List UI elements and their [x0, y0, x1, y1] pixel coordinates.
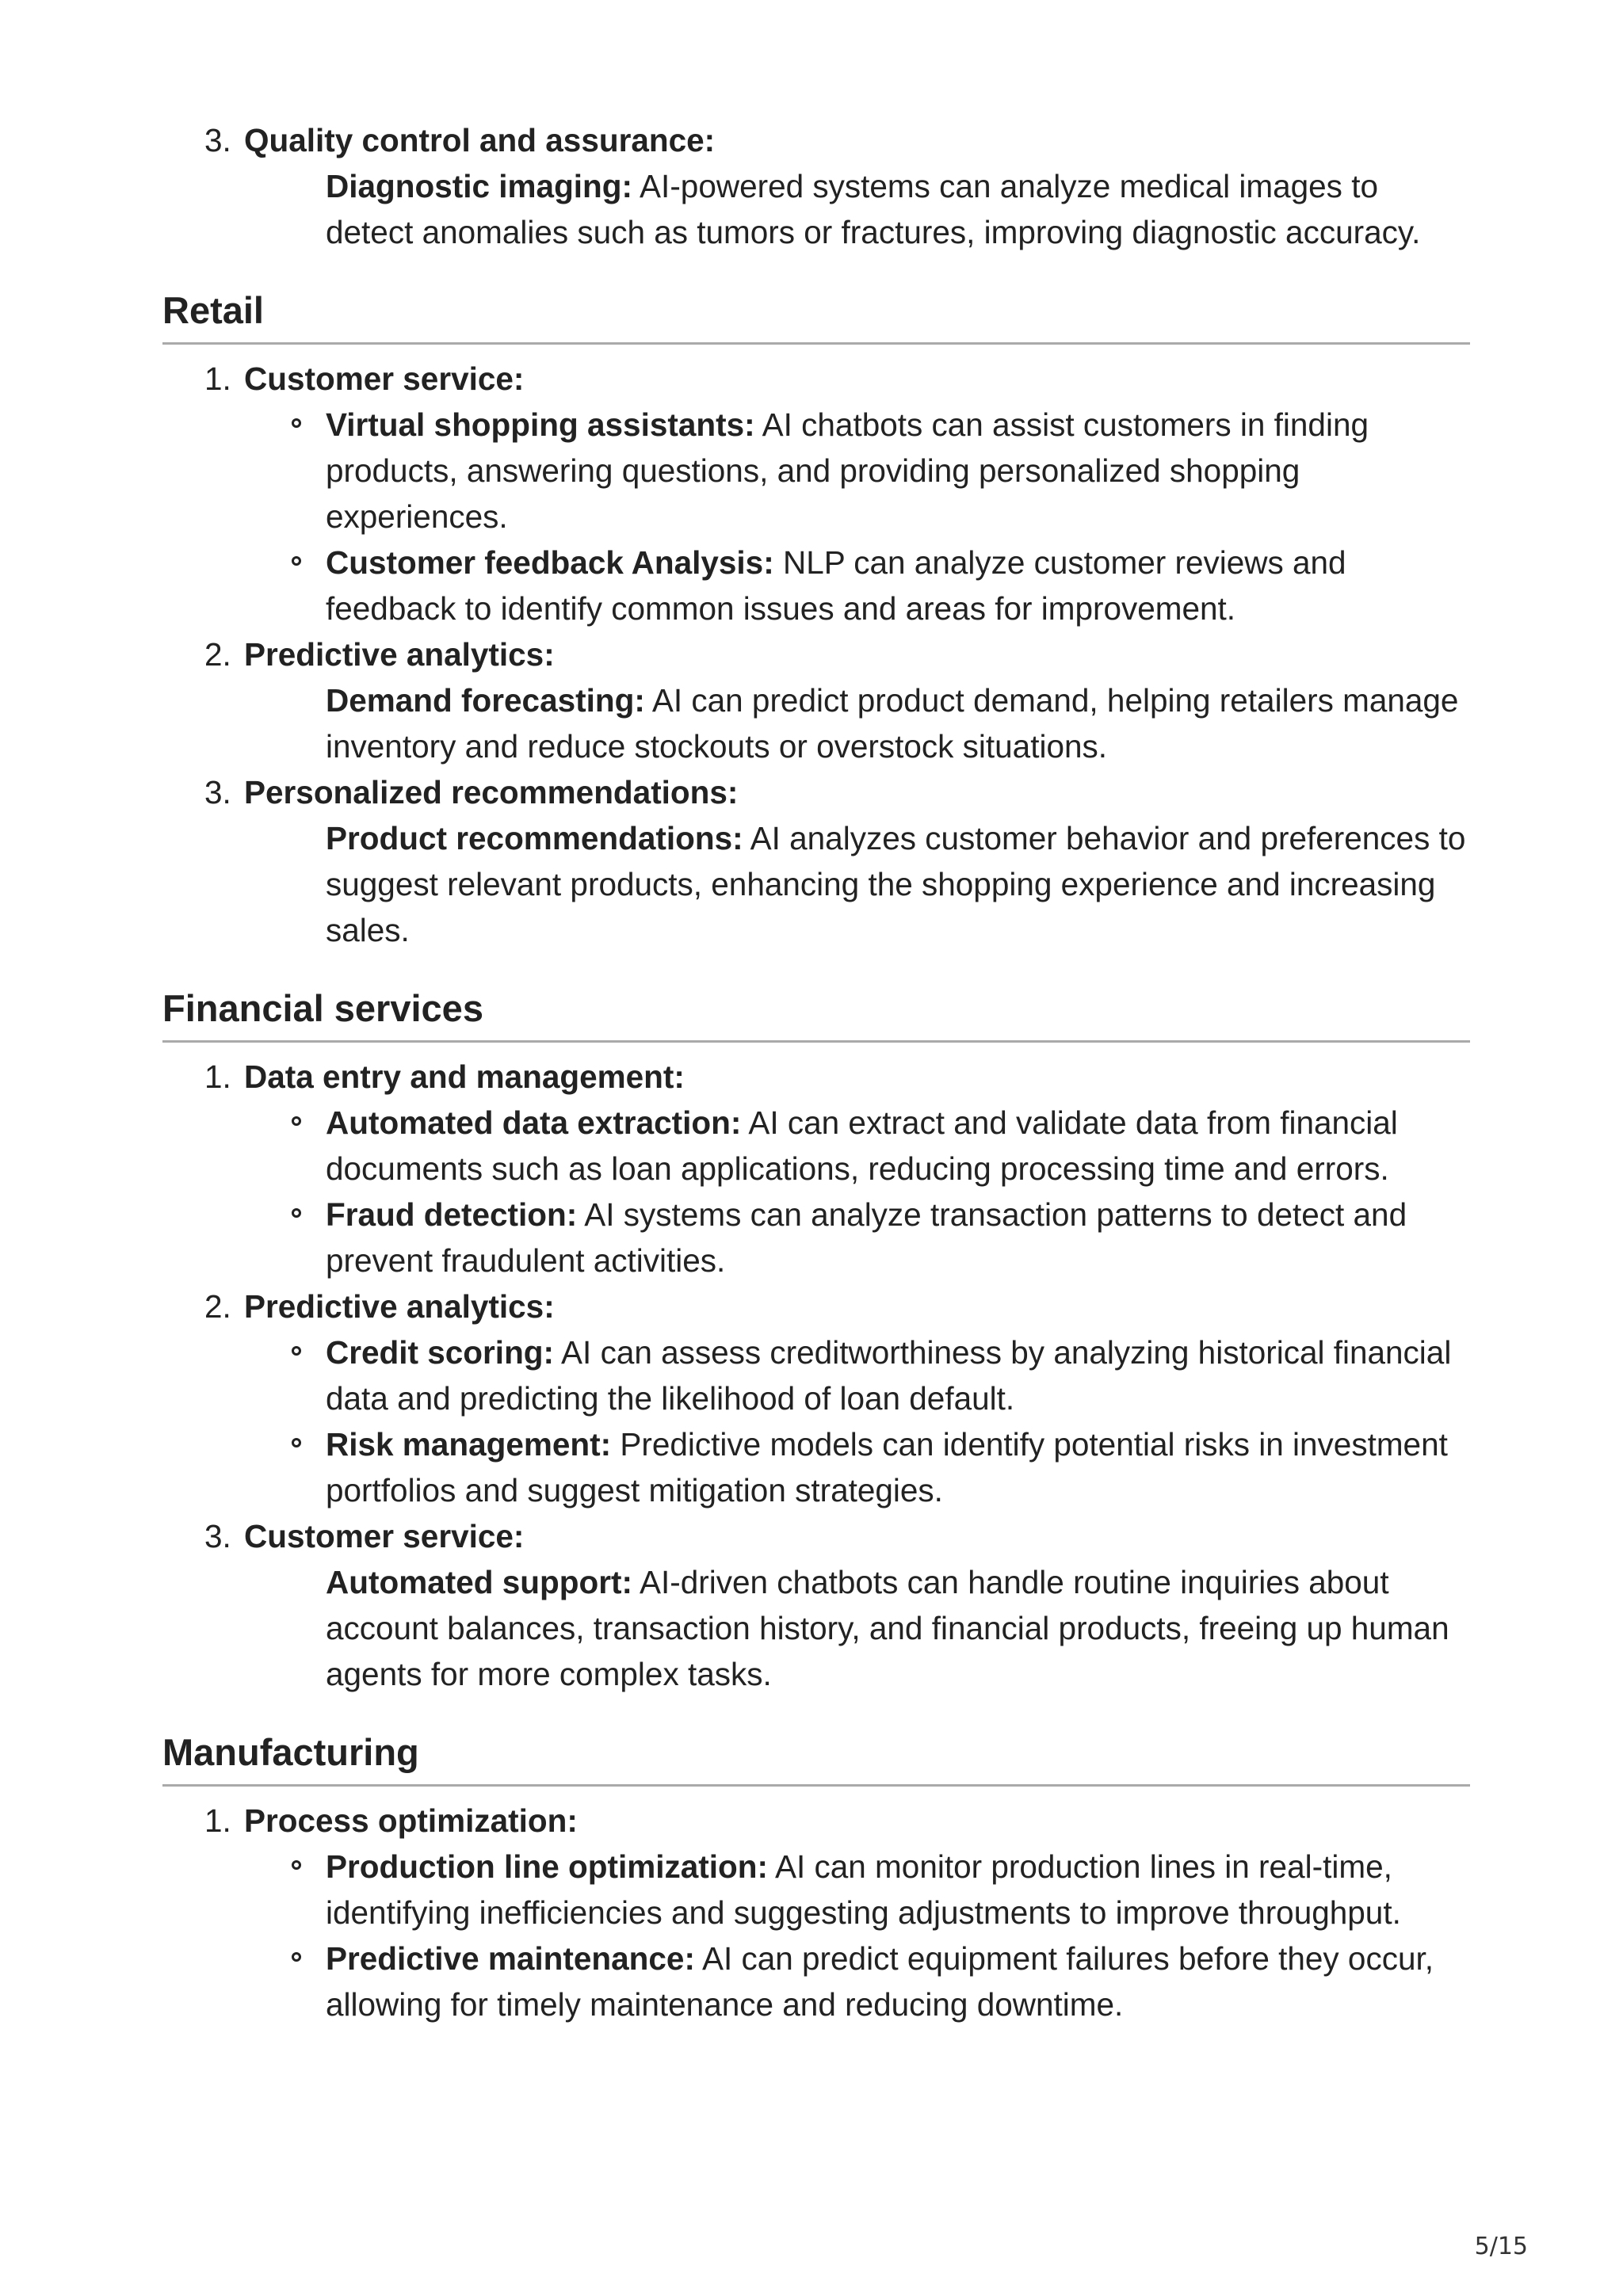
document-body	[162, 117, 1470, 2027]
term-description: AI-driven chatbots can handle routine inquiries about account balances, transaction history, and financial products, freeing up human agents for more complex tasks.	[326, 1564, 1449, 1692]
bullet-list	[162, 1100, 1470, 1283]
list-item	[162, 356, 1470, 402]
term-label: Product recommendations:	[326, 820, 743, 856]
section-heading: Manufacturing	[162, 1726, 1470, 1787]
term-label: Demand forecasting:	[326, 682, 645, 719]
list-item-description	[162, 1559, 1470, 1697]
section-heading: Retail	[162, 284, 1470, 345]
list-item-title: Personalized recommendations:	[244, 774, 739, 810]
list-item-title: Predictive analytics:	[244, 1288, 555, 1325]
bullet-item	[162, 402, 1470, 540]
term-description: AI analyzes customer behavior and preferences to suggest relevant products, enhancing the shopping experience and increasing sales.	[326, 820, 1466, 948]
list-item-title: Customer service:	[244, 1518, 525, 1554]
term-label: Automated support:	[326, 1564, 632, 1600]
bullet-item	[162, 1192, 1470, 1283]
list-item-description	[162, 677, 1470, 769]
bullet-circle-icon	[292, 556, 301, 566]
page-number: 5/15	[1474, 2233, 1528, 2260]
list-item-title: Process optimization:	[244, 1802, 578, 1839]
list-item-title: Predictive analytics:	[244, 636, 555, 673]
list-item-title: Data entry and management:	[244, 1058, 685, 1095]
list-item-description	[162, 163, 1470, 255]
section-retail	[162, 284, 1470, 953]
list-number: 3.	[204, 1518, 231, 1554]
bullet-item	[162, 1100, 1470, 1192]
bullet-circle-icon	[292, 1438, 301, 1447]
list-number: 3.	[204, 122, 231, 158]
term-label: Production line optimization:	[326, 1848, 768, 1885]
list-item	[162, 1798, 1470, 1844]
term-description: AI can monitor production lines in real-time, identifying inefficiencies and suggesting adjustments to improve throughput.	[326, 1848, 1401, 1931]
list-number: 1.	[204, 360, 231, 397]
bullet-list	[162, 402, 1470, 631]
list-item	[162, 1283, 1470, 1329]
term-description: AI can predict product demand, helping retailers manage inventory and reduce stockouts or overstock situations.	[326, 682, 1459, 765]
term-label: Predictive maintenance:	[326, 1940, 695, 1977]
term-label: Virtual shopping assistants:	[326, 406, 755, 443]
term-description: AI can assess creditworthiness by analyzing historical financial data and predicting the likelihood of loan default.	[326, 1334, 1452, 1417]
list-item	[162, 631, 1470, 677]
bullet-circle-icon	[292, 1346, 301, 1356]
bullet-item	[162, 1329, 1470, 1421]
list-number: 1.	[204, 1058, 231, 1095]
bullet-item	[162, 1844, 1470, 1936]
bullet-list	[162, 1329, 1470, 1513]
list-item-title: Quality control and assurance:	[244, 122, 716, 158]
term-label: Customer feedback Analysis:	[326, 544, 774, 581]
list-item	[162, 1054, 1470, 1100]
list-item-title: Customer service:	[244, 360, 525, 397]
bullet-item	[162, 540, 1470, 631]
bullet-list	[162, 1844, 1470, 2027]
list-item-description	[162, 815, 1470, 953]
bullet-item	[162, 1421, 1470, 1513]
term-description: Predictive models can identify potential risks in investment portfolios and suggest mitigation strategies.	[326, 1426, 1448, 1508]
term-label: Credit scoring:	[326, 1334, 555, 1371]
bullet-item	[162, 1936, 1470, 2027]
list-number: 1.	[204, 1802, 231, 1839]
term-description: AI-powered systems can analyze medical images to detect anomalies such as tumors or fractures, improving diagnostic accuracy.	[326, 168, 1421, 250]
term-description: AI can predict equipment failures before they occur, allowing for timely maintenance and reducing downtime.	[326, 1940, 1434, 2023]
term-label: Automated data extraction:	[326, 1104, 742, 1141]
list-item	[162, 1513, 1470, 1559]
term-description: AI can extract and validate data from financial documents such as loan applications, reducing processing time and errors.	[326, 1104, 1398, 1187]
bullet-circle-icon	[292, 418, 301, 428]
bullet-circle-icon	[292, 1860, 301, 1870]
term-description: AI chatbots can assist customers in finding products, answering questions, and providing personalized shopping experiences.	[326, 406, 1369, 535]
list-number: 3.	[204, 774, 231, 810]
term-label: Fraud detection:	[326, 1196, 578, 1233]
bullet-circle-icon	[292, 1952, 301, 1962]
term-description: NLP can analyze customer reviews and feedback to identify common issues and areas for improvement.	[326, 544, 1346, 627]
term-description: AI systems can analyze transaction patterns to detect and prevent fraudulent activities.	[326, 1196, 1407, 1279]
section-manufacturing	[162, 1726, 1470, 2027]
term-label: Risk management:	[326, 1426, 612, 1463]
bullet-circle-icon	[292, 1116, 301, 1126]
list-item	[162, 117, 1470, 163]
list-item	[162, 769, 1470, 815]
term-label: Diagnostic imaging:	[326, 168, 633, 204]
list-number: 2.	[204, 1288, 231, 1325]
bullet-circle-icon	[292, 1208, 301, 1218]
list-number: 2.	[204, 636, 231, 673]
section-financial-services	[162, 982, 1470, 1697]
section-heading: Financial services	[162, 982, 1470, 1043]
